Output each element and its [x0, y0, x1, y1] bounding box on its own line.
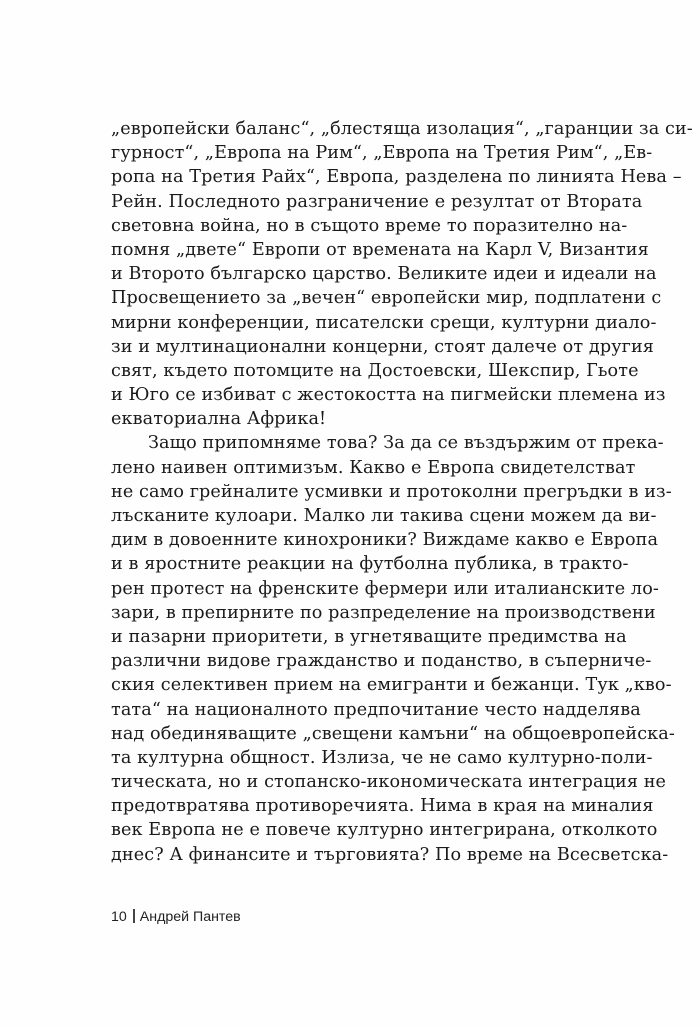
page-footer: [111, 908, 241, 926]
text-line: световна война, но в същото време то поразително на-: [111, 215, 628, 236]
text-line: екваториална Африка!: [111, 409, 327, 430]
text-line: и пазарни приоритети, в угнетяващите предимства на: [111, 626, 627, 647]
text-line: не само грейналите усмивки и протоколни прегръдки в из-: [111, 481, 672, 502]
text-line: век Европа не е повече културно интегрирана, отколкото: [111, 820, 658, 841]
text-line: мирни конференции, писателски срещи, културни диало-: [111, 312, 657, 333]
text-line: свят, където потомците на Достоевски, Шекспир, Гьоте: [111, 360, 639, 381]
text-line: днес? А финансите и търговията? По време на Всесветска-: [111, 844, 669, 865]
text-line: Защо припомняме това? За да се въздържим от прека-: [148, 433, 664, 454]
text-line: зари, в препирните по разпределение на производствени: [111, 602, 656, 623]
body-text: [111, 117, 693, 867]
footer-separator: [133, 909, 135, 923]
text-line: и в яростните реакции на футболна публика, в тракто-: [111, 554, 629, 575]
text-line: ропа на Третия Райх“, Европа, разделена по линията Нева –: [111, 167, 682, 188]
text-line: лено наивен оптимизъм. Какво е Европа свидетелстват: [111, 457, 636, 478]
text-line: и Второто българско царство. Великите идеи и идеали на: [111, 264, 657, 285]
text-line: Просвещението за „вечен“ европейски мир, подплатени с: [111, 288, 662, 309]
text-line: помня „двете“ Европи от времената на Карл V, Византия: [111, 239, 649, 260]
text-line: лъсканите кулоари. Малко ли такива сцени можем да ви-: [111, 506, 657, 526]
text-line: над обединяващите „свещени камъни“ на общоевропейска-: [111, 723, 675, 744]
text-line: и Юго се избиват с жестокостта на пигмейски племена из: [111, 385, 666, 406]
text-line: дим в довоенните кинохроники? Виждаме какво е Европа: [111, 530, 659, 551]
running-author: Андрей Пантев: [139, 909, 241, 925]
text-line: ския селективен прием на емигранти и бежанци. Тук „кво-: [111, 675, 672, 696]
text-line: Рейн. Последното разграничение е резултат от Втората: [111, 191, 643, 212]
page-number: 10: [111, 909, 127, 925]
text-line: предотвратява противоречията. Нима в края на миналия: [111, 796, 654, 817]
text-line: „европейски баланс“, „блестяща изолация“, „гаранции за си-: [111, 119, 693, 139]
text-line: рен протест на френските фермери или италианските ло-: [111, 578, 659, 599]
text-line: та културна общност. Излиза, че не само културно-поли-: [111, 747, 653, 768]
text-line: зи и мултинационални концерни, стоят далече от другия: [111, 336, 654, 357]
text-line: гурност“, „Европа на Рим“, „Европа на Третия Рим“, „Ев-: [111, 143, 653, 164]
text-line: различни видове гражданство и поданство, в съперниче-: [111, 651, 652, 672]
text-line: тата“ на националното предпочитание често надделява: [111, 699, 641, 720]
text-line: тическата, но и стопанско-икономическата интеграция не: [111, 772, 667, 793]
